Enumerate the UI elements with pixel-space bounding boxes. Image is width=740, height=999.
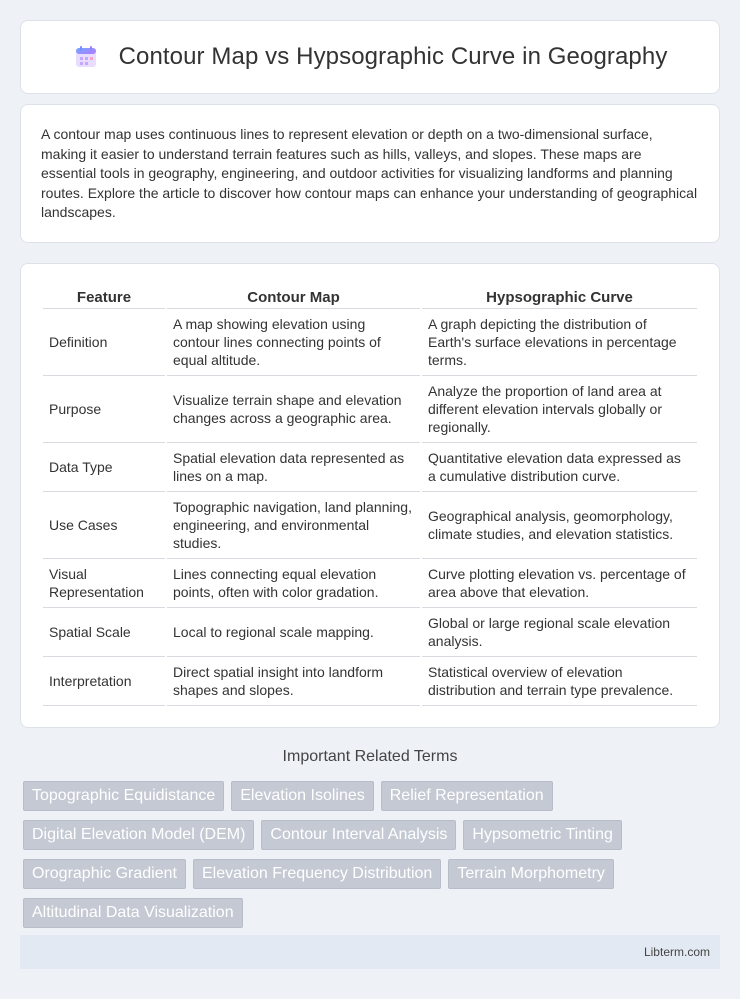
intro-card [20, 104, 720, 243]
table-row [43, 376, 697, 443]
feature-cell: Interpretation [43, 657, 165, 706]
table-row [43, 443, 697, 492]
term-tag[interactable]: Topographic Equidistance [23, 781, 224, 811]
feature-cell: Use Cases [43, 492, 165, 559]
contour-map-cell: A map showing elevation using contour lines connecting points of equal altitude. [167, 309, 420, 376]
header-feature: Feature [43, 282, 165, 309]
contour-map-cell: Topographic navigation, land planning, engineering, and environmental studies. [167, 492, 420, 559]
hypsographic-cell: Geographical analysis, geomorphology, climate studies, and elevation statistics. [422, 492, 697, 559]
term-tag[interactable]: Elevation Isolines [231, 781, 374, 811]
feature-cell: Spatial Scale [43, 608, 165, 657]
feature-cell: Data Type [43, 443, 165, 492]
table-row [43, 492, 697, 559]
intro-text: A contour map uses continuous lines to represent elevation or depth on a two-dimensional surface, making it easier to understand terrain features such as hills, valleys, and slopes. These maps are essential tools in geography, engineering, and outdoor activities for visualizing landforms and planning routes. Explore the article to discover how contour maps can enhance your understanding of geographical landscapes. [41, 126, 698, 220]
term-tag[interactable]: Hypsometric Tinting [463, 820, 622, 850]
contour-map-cell: Local to regional scale mapping. [167, 608, 420, 657]
hypsographic-cell: Statistical overview of elevation distribution and terrain type prevalence. [422, 657, 697, 706]
feature-cell: Purpose [43, 376, 165, 443]
term-tag[interactable]: Altitudinal Data Visualization [23, 898, 243, 928]
table-row [43, 608, 697, 657]
hypsographic-cell: Analyze the proportion of land area at different elevation intervals globally or regionally. [422, 376, 697, 443]
header-hypsographic-curve: Hypsographic Curve [422, 282, 697, 309]
contour-map-cell: Lines connecting equal elevation points, often with color gradation. [167, 559, 420, 608]
term-tag[interactable]: Orographic Gradient [23, 859, 186, 889]
term-tag[interactable]: Relief Representation [381, 781, 553, 811]
contour-map-cell: Visualize terrain shape and elevation changes across a geographic area. [167, 376, 420, 443]
footer-site-link[interactable]: Libterm.com [643, 945, 710, 959]
comparison-table-card [20, 263, 720, 728]
table-header-row [43, 282, 697, 309]
term-tag[interactable]: Elevation Frequency Distribution [193, 859, 441, 889]
page-title: Contour Map vs Hypsographic Curve in Geography [118, 43, 668, 70]
title-card [20, 20, 720, 94]
hypsographic-cell: Global or large regional scale elevation analysis. [422, 608, 697, 657]
contour-map-cell: Spatial elevation data represented as lines on a map. [167, 443, 420, 492]
term-tag[interactable]: Digital Elevation Model (DEM) [23, 820, 254, 850]
feature-cell: Visual Representation [43, 559, 165, 608]
table-row [43, 559, 697, 608]
related-terms-list [23, 781, 723, 928]
calendar-icon [73, 44, 99, 70]
comparison-table [41, 282, 699, 706]
header-contour-map: Contour Map [167, 282, 420, 309]
table-row [43, 309, 697, 376]
table-row [43, 657, 697, 706]
hypsographic-cell: A graph depicting the distribution of Earth's surface elevations in percentage terms. [422, 309, 697, 376]
related-terms-title: Important Related Terms [282, 748, 458, 765]
hypsographic-cell: Curve plotting elevation vs. percentage of area above that elevation. [422, 559, 697, 608]
feature-cell: Definition [43, 309, 165, 376]
term-tag[interactable]: Contour Interval Analysis [261, 820, 456, 850]
term-tag[interactable]: Terrain Morphometry [448, 859, 614, 889]
hypsographic-cell: Quantitative elevation data expressed as a cumulative distribution curve. [422, 443, 697, 492]
contour-map-cell: Direct spatial insight into landform shapes and slopes. [167, 657, 420, 706]
footer [20, 935, 720, 969]
